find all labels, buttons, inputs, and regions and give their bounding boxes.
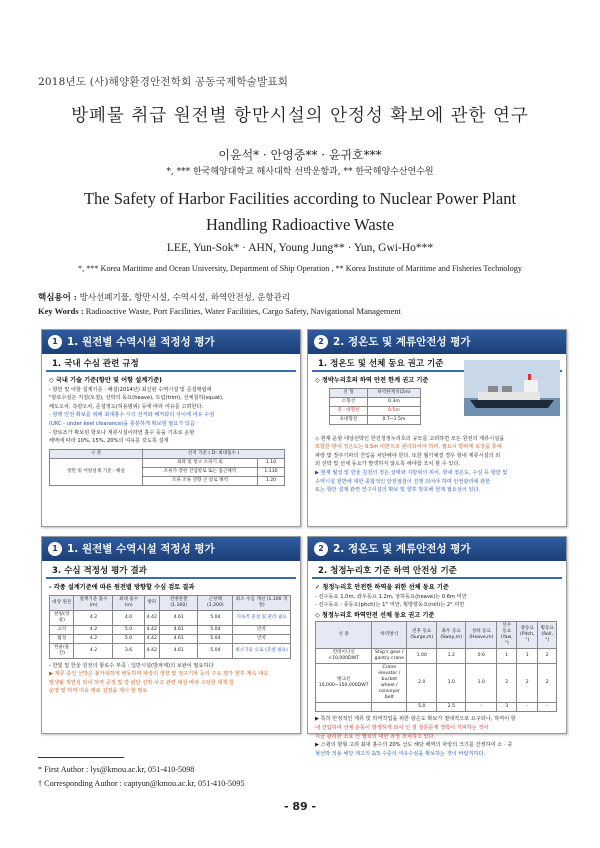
- table-cell: [372, 703, 407, 712]
- slide-line: 해도오차, 측량오차, 준설정도(허용범위) 등에 따라 여유를 고려한다.: [49, 403, 204, 410]
- korean-authors: 이윤석* · 안영중** · 윤귀호***: [218, 148, 382, 162]
- slide-line: - 항로조가 확보된 항로나 계류시설이라면 흘수 등을 기초로 운항: [49, 429, 195, 436]
- slide-line: "항로수심은 저질(토질), 선박의 동요(heave), 트림(trim), 선체침하(squat),: [49, 395, 224, 402]
- slide-heading: 2. 정온도 및 계류안전성 평가: [333, 336, 471, 348]
- footnotes: [38, 763, 244, 791]
- table-row: [50, 610, 291, 625]
- slide-body: [308, 579, 566, 761]
- corresponding-author-footnote: † Corresponding Author : captyun@kmou.ac.kr, 051-410-5095: [38, 779, 245, 788]
- table-cell: 1: [497, 649, 517, 664]
- slide-line: 형선박 적용 해당 재고의 2/3 수준의 여유수심을 확보하는 것이 바람직하다.: [315, 750, 486, 757]
- english-affiliations: *, *** Korea Maritime and Ocean University, Department of Ship Operation , ** Korea Institute of Maritime and Fisheries Technology: [78, 264, 522, 273]
- table-cell: 2: [517, 664, 538, 703]
- table-header: 최소 수심 개선 (1.100 적정): [233, 595, 291, 610]
- table-cell: 5.04: [198, 634, 233, 643]
- ukc-table: [49, 449, 285, 486]
- table-cell: 만족: [233, 625, 291, 634]
- slide-number-badge: 2: [314, 335, 328, 349]
- table-header: 전후 동요 (Surge,m): [407, 622, 437, 649]
- table-cell: 2.5: [437, 703, 466, 712]
- slide-subheading: 1. 국내 수심 관련 규정: [46, 354, 296, 372]
- slide-body: [42, 579, 300, 699]
- table-cell: 조류가 강한 진입항로 또는 접근해역: [142, 467, 257, 476]
- table-cell: [316, 703, 372, 712]
- table-cell: 3.6: [113, 643, 144, 658]
- table-cell: 4.2: [74, 643, 113, 658]
- slide-line: 외 선박 및 선체 동요가 발생하지 않도록 해야함 조치 할 수 있다.: [315, 461, 461, 468]
- slide-tranquility-criteria: [307, 329, 567, 527]
- slide-number-badge: 1: [48, 335, 62, 349]
- korean-keywords-label: 핵심용어 :: [38, 293, 77, 303]
- table-cell: 조류 조류 영향 큰 항로 해역: [142, 476, 257, 485]
- table-cell: 4.2: [74, 610, 113, 625]
- slide-subheading: 3. 수심 적정성 평가 결과: [46, 561, 296, 579]
- english-keywords-label: Key Words :: [38, 306, 84, 316]
- table-cell: 2: [538, 664, 557, 703]
- slide-body: [42, 372, 300, 489]
- table-cell: 4.42: [144, 610, 159, 625]
- table-header: 좌우 동요 (Sway,m): [437, 622, 466, 649]
- table-header: 설계기준 흘수 (m): [74, 595, 113, 610]
- slide-line: 발생될 개연성 있어 하역 공정 및 강 판단 선박 사고 관련 대상 바라 수당한 대책 함: [49, 679, 235, 686]
- first-author-footnote: * First Author : lys@kmou.ac.kr, 051-410-5098: [38, 765, 195, 774]
- english-title: [0, 186, 600, 238]
- table-cell: 5.0: [113, 625, 144, 634]
- table-cell: 컨테이너선 <10,000DWT: [316, 649, 372, 664]
- korean-keywords-text: 방사선폐기물, 항만시설, 수역시설, 하역안전성, 운항관리: [79, 293, 291, 303]
- table-cell: 2: [497, 664, 517, 703]
- table-cell: 4.0: [113, 610, 144, 625]
- table-cell: 1: [517, 649, 538, 664]
- table-cell: Crane elevator / bucket wheel / conveyor belt: [372, 664, 407, 703]
- table-header: 근항해 (1.200): [198, 595, 233, 610]
- slide-number-badge: 2: [314, 542, 328, 556]
- slide-line: ▶ 스윙의 항형 고려 최대 흘수의 20% 선도 해당 해역의 파랑의 크기를 산정하여 소 · 중: [315, 742, 513, 749]
- slide-line: - 항행 안전 확보를 위해 최대흘수 시의 선저와 해저와의 사이에 여유 수심: [49, 412, 215, 419]
- slide-line: 운영 및 하역 여유 재료 실정을 제시 할 필요: [49, 688, 148, 695]
- table-cell: 0.6: [466, 649, 497, 664]
- english-keywords-text: Radioactive Waste, Port Facilities, Water Facilities, Cargo Safety, Navigational Management: [85, 306, 401, 316]
- slide-number-badge: 1: [48, 542, 62, 556]
- slide-header: [42, 537, 300, 561]
- table-cell: 최소가동 으로 (준설 필요): [233, 643, 291, 658]
- table-header: 선 종: [316, 622, 372, 649]
- table-header: 하역한계치(2m): [367, 388, 420, 397]
- table-cell: 1.10: [258, 458, 285, 467]
- slide-line: ▶ 특히 안정적인 계류 및 하역작업을 위한 항은도 확보가 절대적으로 요구되나, 하역이 항: [315, 716, 516, 723]
- depth-results-table: [49, 595, 291, 659]
- slide-header: [308, 330, 566, 354]
- slide-cargo-safety-criteria: [307, 536, 567, 757]
- english-authors: LEE, Yun-Sok* · AHN, Young Jung** · Yun, Gwi-Ho***: [166, 242, 434, 254]
- table-cell: 5.04: [198, 643, 233, 658]
- slide-line: ◇ 현재 운항 대상선박인 한진청정누리호의 규모를 고려하면 모든 원전의 계류시설을: [315, 435, 505, 442]
- table-cell: 5.04: [198, 625, 233, 634]
- table-row: [50, 625, 291, 634]
- table-header: 최대 흘수 (m): [113, 595, 144, 610]
- table-header: 방파: [144, 595, 159, 610]
- table-cell: 0.3m: [367, 397, 420, 406]
- slide-line: (UKC - under keel clearance)을 충분하게 확보할 필요가 있음: [49, 420, 195, 427]
- english-title-line-2: Handling Radioactive Waste: [205, 215, 395, 234]
- table-header: 선 형: [330, 388, 368, 397]
- slide-line: - 선수동요 · 종동요(pitch)는 1° 미만, 횡방향동요(roll)는 2° 미만: [315, 602, 465, 609]
- slide-line: 수역시설 전반에 대한 종합적인 안전점검이 진행 되어야 하며 안전관리에 관한: [315, 478, 491, 485]
- table-cell: 4.61: [159, 634, 198, 643]
- table-cell: 월성: [50, 634, 74, 643]
- table-cell: 소형선: [330, 397, 368, 406]
- table-row: [316, 664, 557, 703]
- slide-line: 또는 항만 설계 관련 연구시설의 확보 및 향후 방호해 현재 필요성이 있다.: [315, 487, 481, 494]
- table-cell: 외곽 및 항구 소파기 외: [142, 458, 257, 467]
- slide-water-facility-regulations: [41, 329, 301, 527]
- slide-header: [42, 330, 300, 354]
- table-cell: 4.42: [144, 643, 159, 658]
- table-header: 하역방식: [372, 622, 407, 649]
- table-row: [316, 649, 557, 664]
- table-cell: 초대형선: [330, 415, 368, 424]
- slide-bullet: ◇ 국내 기술 기준(항만 및 어항 설계기준): [49, 377, 162, 384]
- korean-title: 방폐물 취급 원전별 항만시설의 안정성 확보에 관한 연구: [71, 106, 529, 126]
- table-header: 횡동요 (Roll,°): [538, 622, 557, 649]
- table-cell: 5.04: [198, 610, 233, 625]
- slide-line: ▶ 계류 중인 선박은 불가피하게 변동하며 파랑의 영향 및 전구기파 등의 주요 평가 향후 계속 대응: [49, 671, 269, 678]
- slide-heading: 1. 원전별 수역시설 적정성 평가: [67, 336, 215, 348]
- table-cell: 4.2: [74, 634, 113, 643]
- table-cell: -: [466, 703, 497, 712]
- slide-heading: 2. 정온도 및 계류안전성 평가: [333, 543, 471, 555]
- table-cell: 2: [538, 649, 557, 664]
- table-cell: -: [517, 703, 538, 712]
- table-cell: 3: [497, 703, 517, 712]
- table-header: 전방관찰 (1.160): [159, 595, 198, 610]
- slide-line: - 항만 및 어항 설계기준 : 해설(2014년) 최신판 수역시설 및 준설매립에: [49, 386, 212, 393]
- table-cell: 1.00: [407, 649, 437, 664]
- slide-heading: 1. 원전별 수역시설 적정성 평가: [67, 543, 215, 555]
- table-cell: 1.2: [437, 649, 466, 664]
- slide-subheading: 1. 정온도 및 선체 동요 권고 기준: [312, 354, 562, 372]
- slide-header: [308, 537, 566, 561]
- table-row: [316, 703, 557, 712]
- table-cell: 항만 및 어항설계 기준 · 해설: [50, 458, 143, 485]
- slide-line: 포함한 항내 정온도는 0.5m 미만으로 관리되어야 하며, 필요시 방파제 보강을 통해: [315, 444, 502, 451]
- table-cell: 1.0: [466, 664, 497, 703]
- table-cell: 1.0: [437, 664, 466, 703]
- table-header: 상하 동요 (Heave,m): [466, 622, 497, 649]
- table-cell: 4.2: [74, 625, 113, 634]
- table-cell: 4.42: [144, 625, 159, 634]
- korean-affiliations: *, *** 한국해양대학교 해사대학 선박운항과, ** 한국해양수산연수원: [166, 167, 434, 177]
- table-cell: -: [538, 703, 557, 712]
- table-cell: 0.5m: [367, 406, 420, 415]
- table-cell: Ship's gear / gantry crane: [372, 649, 407, 664]
- table-cell: 만족: [233, 634, 291, 643]
- english-title-line-1: The Safety of Harbor Facilities according to Nuclear Power Plant: [83, 189, 517, 208]
- motion-criteria-table: [315, 621, 557, 712]
- table-cell: 중 · 대형선: [330, 406, 368, 415]
- korean-keywords: [38, 291, 290, 303]
- table-cell: 1.130: [258, 467, 285, 476]
- table-header: 선수 동요 (Yaw,°): [497, 622, 517, 649]
- slide-depth-evaluation: [41, 536, 301, 734]
- table-header: 구 분: [50, 449, 143, 458]
- slide-bullet: ◇ 정박누리호의 하역 안전 한계 권고 기준: [315, 377, 429, 384]
- table-cell: 4.61: [159, 625, 198, 634]
- table-cell: 벌크선 10,000~150,000DWT: [316, 664, 372, 703]
- table-cell: 고리: [50, 625, 74, 634]
- slide-line: - 한빛 및 한울 원전의 항로수 부족 : 입반시설(방파제)의 보완이 필요하다: [49, 662, 214, 669]
- table-row: [50, 643, 291, 658]
- table-cell: 4.61: [159, 643, 198, 658]
- slide-subheading: 2. 청정누리호 기준 하역 안전성 기준: [312, 561, 562, 579]
- table-cell: 한울(울진): [50, 643, 74, 658]
- page-number: - 89 -: [283, 800, 317, 813]
- table-header: 종동요 (Pitch,°): [517, 622, 538, 649]
- slide-line: - 선수동요 1.0m, 좌우동요 1.2m, 상하동요(heave)는 0.6m 미만: [315, 593, 467, 600]
- slide-line: 파랑 및 장주기파의 진입을 차단해야 한다. 또한 월기체결 경우 항내 계류시설의 외: [315, 452, 501, 459]
- motion-limit-table: [329, 388, 421, 425]
- slide-line: 해역에 따라 10%, 15%, 20%의 여유를 갖도록 설계: [49, 438, 169, 445]
- table-cell: 2.0: [407, 664, 437, 703]
- footnote-divider: [38, 757, 124, 758]
- table-cell: 4.42: [144, 634, 159, 643]
- slide-bullet: - 각종 설계기준에 따른 원전별 방향할 수심 검토 결과: [49, 584, 195, 591]
- table-cell: 0.7~1.5m: [367, 415, 420, 424]
- english-keywords: [38, 306, 401, 316]
- slide-line: 내 진입하여 선체 운동이 발생하게 되어 인 질 질문문제 정박이 기피하는 것이: [315, 724, 489, 731]
- table-cell: 1.20: [258, 476, 285, 485]
- table-header: 선저 기준 ( D: 최대흘수 ): [142, 449, 284, 458]
- slide-line: 지금 관리한 소요 선 별로의 대한 과정 조치하고 있다.: [315, 733, 436, 740]
- table-cell: 지속적 준설 및 관리 필요: [233, 610, 291, 625]
- table-cell: 한빛(영광): [50, 610, 74, 625]
- table-cell: 5.0: [407, 703, 437, 712]
- slide-bullet: ◇ 청정누리호 하역안전 선체 동요 권고 기준: [315, 611, 435, 619]
- slide-line: ▶ 현재 월성 및 한울 원전의 정온 상태와 지방위의 위치, 항내 정온도, 수심 등 항만 및: [315, 469, 508, 476]
- ship-photo-icon: [464, 360, 560, 416]
- table-cell: 4.61: [159, 610, 198, 625]
- table-cell: 5.0: [113, 634, 144, 643]
- table-row: [50, 634, 291, 643]
- slide-bullet: ✓ 청정누리호 안전한 하역을 위한 선체 동요 기준: [315, 584, 449, 591]
- table-header: 대상 원전: [50, 595, 74, 610]
- conference-header: 2018년도 (사)해양환경안전학회 공동국제학술발표회: [38, 76, 289, 88]
